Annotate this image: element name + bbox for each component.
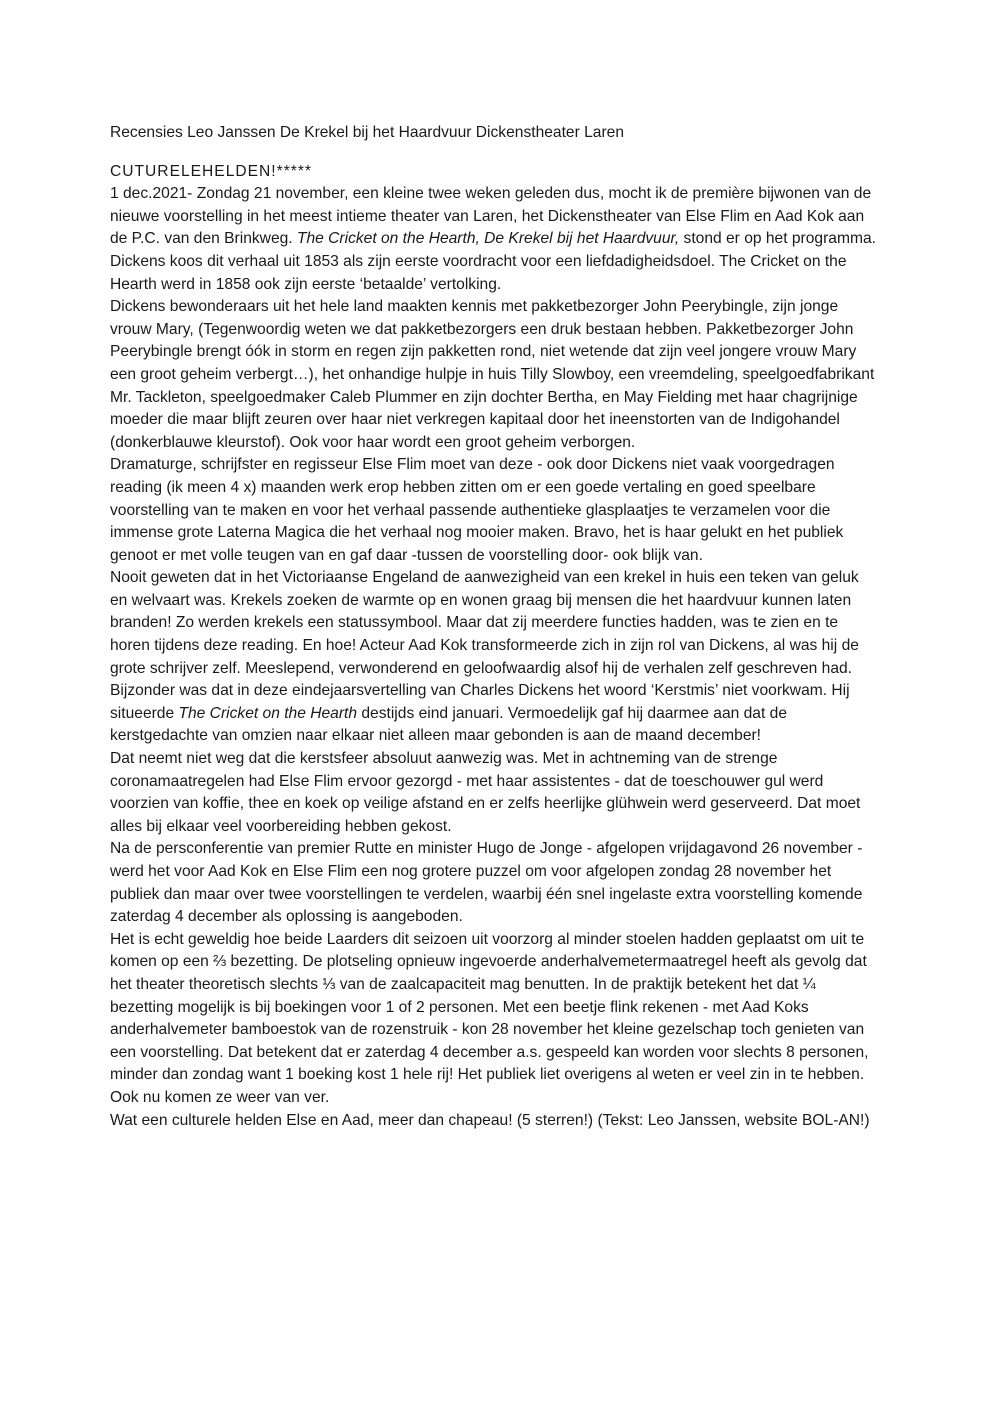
document-page xyxy=(110,122,880,1132)
paragraph-text: 1 dec.2021- Zondag 21 november, een kleine twee weken geleden dus, mocht ik de première bijwonen van de nieuwe voorstelling in het meest intieme theater van Laren, het Dickenstheater van Else Flim en Aad Kok aan de P.C. van den Brinkweg. xyxy=(110,185,872,248)
review-paragraph xyxy=(110,929,880,1110)
paragraph-text: Nooit geweten dat in het Victoriaanse Engeland de aanwezigheid van een krekel in huis een teken van geluk en welvaart was. Krekels zoeken de warmte op en wonen graag bij mensen die het haardvuur kunnen laten branden! Zo werden krekels een statussymbool. Maar dat zij meerdere functies hadden, was te zien en te horen tijdens deze reading. En hoe! Acteur Aad Kok transformeerde zich in zijn rol van Dickens, al was hij de grote schrijver zelf. Meeslepend, verwonderend en geloofwaardig alsof hij de verhalen zelf geschreven had. xyxy=(110,569,859,677)
italic-title-text: The Cricket on the Hearth xyxy=(178,704,358,722)
paragraph-text: Dramaturge, schrijfster en regisseur Else Flim moet van deze - ook door Dickens niet vaak voorgedragen reading (ik meen 4 x) maanden werk erop hebben zitten om er een goede vertaling en goed speelbare voorstelling van te maken en voor het verhaal passende authentieke glasplaatjes te verzamelen voor die immense grote Laterna Magica die het verhaal nog mooier maken. Bravo, het is haar gelukt en het publiek genoot er met volle teugen van en gaf daar -tussen de voorstelling door- ook blijk van. xyxy=(110,456,844,564)
paragraph-text: destijds eind januari. Vermoedelijk gaf hij daarmee aan dat de kerstgedachte van omzien naar elkaar niet alleen maar gebonden is aan de maand december! xyxy=(110,704,787,745)
paragraph-text: Na de persconferentie van premier Rutte en minister Hugo de Jonge - afgelopen vrijdagavond 26 november - werd het voor Aad Kok en Else Flim een nog grotere puzzel om voor afgelopen zondag 28 november het publiek dan maar over twee voorstellingen te verdelen, waarbij één snel ingelaste extra voorstelling komende zaterdag 4 december als oplossing is aangeboden. xyxy=(110,840,863,926)
review-paragraph xyxy=(110,680,880,748)
italic-title-text: The Cricket on the Hearth, De Krekel bij het Haardvuur, xyxy=(296,230,680,248)
review-body xyxy=(110,183,880,1132)
review-heading: CUTURELEHELDEN!***** xyxy=(110,162,312,180)
review-paragraph xyxy=(110,183,880,251)
review-paragraph xyxy=(110,838,880,928)
paragraph-text: Dat neemt niet weg dat die kerstsfeer absoluut aanwezig was. Met in achtneming van de strenge coronamaatregelen had Else Flim ervoor gezorgd - met haar assistentes - dat de toeschouwer gul werd voorzien van koffie, thee en koek op veilige afstand en er zelfs heerlijke glühwein werd geserveerd. Dat moet alles bij elkaar veel voorbereiding hebben gekost. xyxy=(110,750,861,835)
paragraph-text: Wat een culturele helden Else en Aad, meer dan chapeau! (5 sterren!) (Tekst: Leo Janssen, website BOL-AN!) xyxy=(110,1111,870,1129)
paragraph-text: Bijzonder was dat in deze eindejaarsvertelling van Charles Dickens het woord ‘Kerstmis’ niet voorkwam. Hij situeerde xyxy=(110,682,850,722)
review-paragraph xyxy=(110,454,880,567)
review-paragraph xyxy=(110,748,880,838)
document-title: Recensies Leo Janssen De Krekel bij het Haardvuur Dickenstheater Laren xyxy=(110,124,625,141)
paragraph-text: Dickens bewonderaars uit het hele land maakten kennis met pakketbezorger John Peerybingle, zijn jonge vrouw Mary, (Tegenwoordig weten we dat pakketbezorgers een druk bestaan hebben. Pakketbezorger John Peerybingle brengt óók in storm en regen zijn pakketten rond, niet wetende dat zijn veel jongere vrouw Mary een groot geheim verbergt…), het onhandige hulpje in huis Tilly Slowboy, een vreemdeling, speelgoedfabrikant Mr. Tackleton, speelgoedmaker Caleb Plummer en zijn dochter Bertha, en May Fielding met haar chagrijnige moeder die maar blijft zeuren over haar niet verkregen kapitaal door het ineenstorten van de Indigohandel (donkerblauwe kleurstof). Ook voor haar wordt een groot geheim verborgen. xyxy=(110,298,875,451)
paragraph-text: Dickens koos dit verhaal uit 1853 als zijn eerste voordracht voor een liefdadigheidsdoel. The Cricket on the Hearth werd in 1858 ook zijn eerste ‘betaalde’ vertolking. xyxy=(110,252,847,293)
paragraph-text: stond er op het programma. xyxy=(679,230,876,248)
review-paragraph xyxy=(110,296,880,454)
paragraph-text: Het is echt geweldig hoe beide Laarders dit seizoen uit voorzorg al minder stoelen hadden geplaatst om uit te komen op een ⅔ bezetting. De plotseling opnieuw ingevoerde anderhalvemetermaatregel heeft als gevolg dat het theater theoretisch slechts ⅓ van de zaalcapaciteit mag benutten. In de praktijk betekent het dat ¼ bezetting mogelijk is bij boekingen voor 1 of 2 personen. Met een beetje flink rekenen - met Aad Koks anderhalvemeter bamboestok van de rozenstruik - kon 28 november het kleine gezelschap toch genieten van een voorstelling. Dat betekent dat er zaterdag 4 december a.s. gespeeld kan worden voor slechts 8 personen, minder dan zondag want 1 boeking kost 1 hele rij! Het publiek liet overigens al weten er veel zin in te hebben. Ook nu komen ze weer van ver. xyxy=(110,930,869,1106)
review-paragraph xyxy=(110,567,880,680)
review-paragraph xyxy=(110,1110,880,1133)
review-paragraph xyxy=(110,251,880,296)
